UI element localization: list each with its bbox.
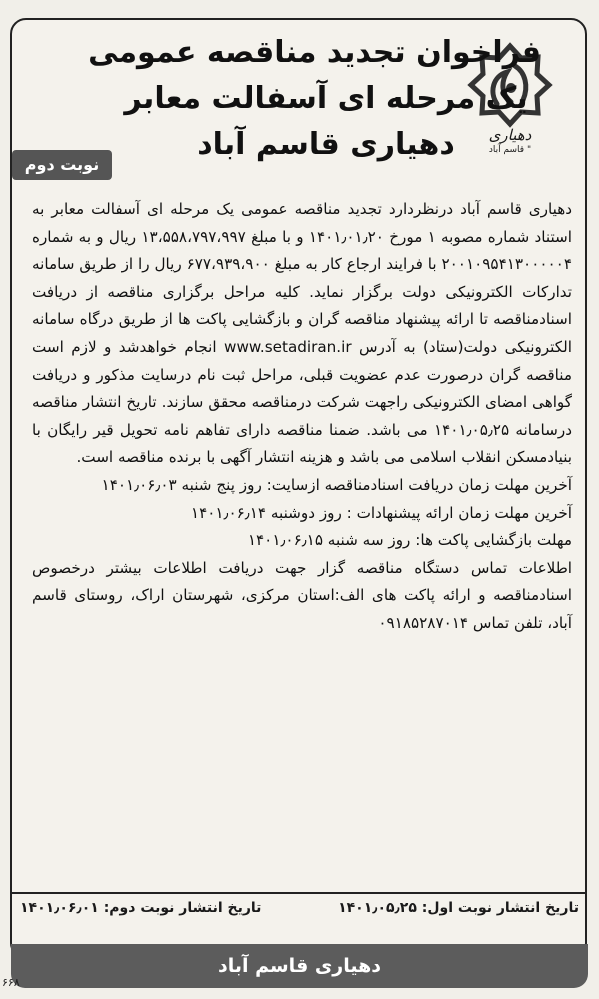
publication-round-badge: نوبت دوم bbox=[12, 150, 112, 180]
first-publication-date: تاریخ انتشار نوبت اول: ۱۴۰۱٫۰۵٫۲۵ bbox=[338, 900, 579, 916]
title-line-2: یک مرحله ای آسفالت معابر bbox=[124, 81, 528, 116]
notice-body bbox=[32, 196, 572, 638]
organization-banner: دهیاری قاسم آباد bbox=[11, 944, 588, 988]
body-paragraph-main: دهیاری قاسم آباد درنظردارد تجدید مناقصه عمومی یک مرحله ای آسفالت معابر به استناد شماره مصوبه ۱ مورخ ۱۴۰۱٫۰۱٫۲۰ و با مبلغ ۱۳،۵۵۸،۷۹۷،۹۹۷ ریال و به شماره ۲۰۰۱۰۹۵۴۱۳۰۰۰۰۰۴ با فرایند ارجاع کار به مبلغ ۶۷۷،۹۳۹،۹۰۰ ریال را از طریق سامانه تدارکات الکترونیکی دولت برگزار نماید. کلیه مراحل برگزاری مناقصه از دریافت اسنادمناقصه تا ارائه پیشنهاد مناقصه گران و بازگشایی پاکت ها از طریق درگاه سامانه الکترونیکی دولت(ستاد) به آدرس www.setadiran.ir انجام خواهدشد و لازم است مناقصه گران درصورت عدم عضویت قبلی، مراحل ثبت نام درسایت مذکور و دریافت گواهی امضای الکترونیکی راجهت شرکت درمناقصه محقق سازند. تاریخ انتشار مناقصه درسامانه ۱۴۰۱٫۰۵٫۲۵ می باشد. ضمنا مناقصه دارای تفاهم نامه تحویل قیر رایگان با بنیادمسکن انقلاب اسلامی می باشد و هزینه انتشار آگهی با برنده مناقصه است. bbox=[32, 200, 572, 467]
body-opening-date: مهلت بازگشایی پاکت ها: روز سه شنبه ۱۴۰۱٫۰۶٫۱۵ bbox=[247, 531, 572, 550]
body-deadline-proposals: آخرین مهلت زمان ارائه پیشنهادات : روز دوشنبه ۱۴۰۱٫۰۶٫۱۴ bbox=[190, 503, 572, 522]
title-line-3: دهیاری قاسم آباد bbox=[197, 127, 455, 162]
body-contact-info: اطلاعات تماس دستگاه مناقصه گزار جهت دریافت اطلاعات بیشتر درخصوص اسنادمناقصه و ارائه پاکت های الف:استان مرکزی، شهرستان اراک، روستای قاسم آباد، تلفن تماس ۰۹۱۸۵۲۸۷۰۱۴ bbox=[32, 558, 572, 632]
logo-name: دهیاری bbox=[488, 126, 532, 144]
publication-dates bbox=[14, 893, 585, 923]
page-number: ۶۶۸ bbox=[2, 976, 20, 989]
logo-subtext: قاسم آباد " bbox=[488, 145, 532, 155]
title-line-1: فراخوان تجدید مناقصه عمومی bbox=[88, 35, 541, 70]
body-deadline-documents: آخرین مهلت زمان دریافت اسنادمناقصه ازسایت: روز پنج شنبه ۱۴۰۱٫۰۶٫۰۳ bbox=[101, 475, 572, 494]
second-publication-date: تاریخ انتشار نوبت دوم: ۱۴۰۱٫۰۶٫۰۱ bbox=[20, 900, 262, 916]
notice-title bbox=[88, 30, 541, 168]
